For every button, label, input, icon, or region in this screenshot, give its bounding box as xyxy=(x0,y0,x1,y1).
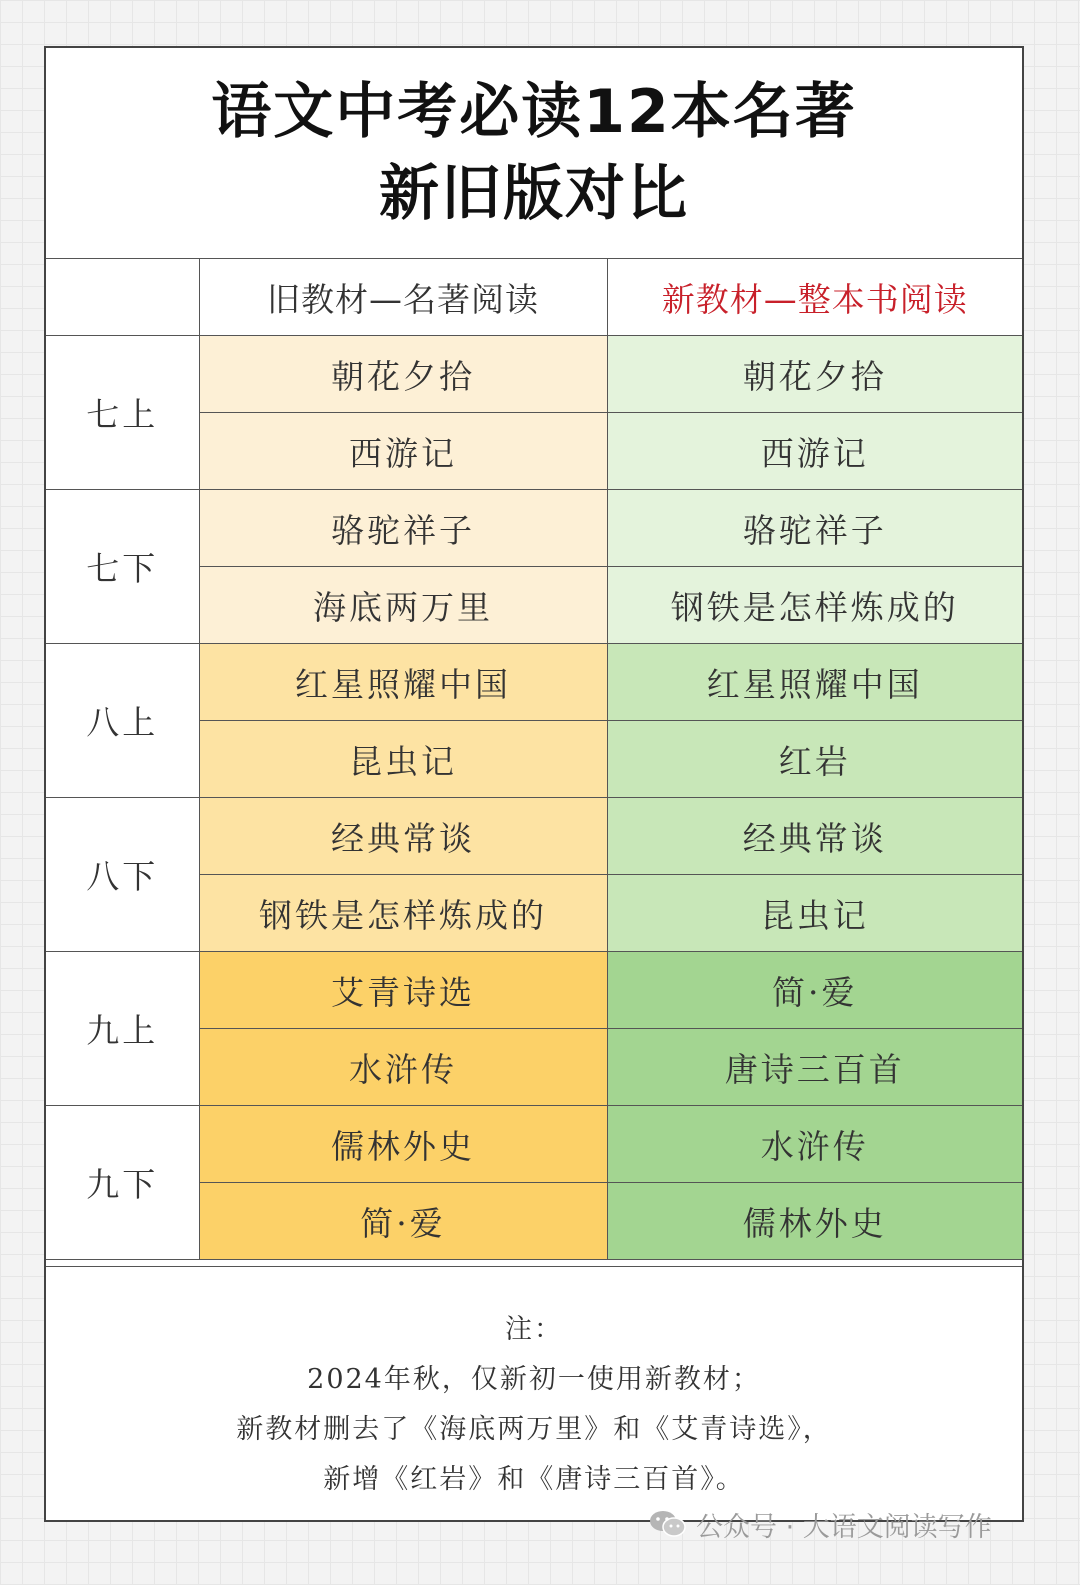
wechat-icon xyxy=(648,1509,688,1539)
note-line-3: 新增《红岩》和《唐诗三百首》。 xyxy=(323,1464,745,1495)
old-book-cell: 骆驼祥子 xyxy=(199,490,607,567)
old-book-cell: 昆虫记 xyxy=(199,721,607,798)
watermark-text: 公众号 · 大语文阅读写作 xyxy=(696,1511,992,1543)
note-line-2: 新教材删去了《海底两万里》和《艾青诗选》， xyxy=(236,1414,832,1445)
table-row xyxy=(46,644,1022,721)
old-book-cell: 简·爱 xyxy=(199,1183,607,1260)
old-book-cell: 经典常谈 xyxy=(199,798,607,875)
grade-cell: 八上 xyxy=(46,644,199,798)
comparison-table xyxy=(46,258,1022,1260)
header-new-textbook: 新教材—整本书阅读 xyxy=(607,259,1022,336)
note-label: 注： xyxy=(505,1314,563,1345)
new-book-cell: 骆驼祥子 xyxy=(607,490,1022,567)
old-book-cell: 钢铁是怎样炼成的 xyxy=(199,875,607,952)
grade-cell: 九下 xyxy=(46,1106,199,1260)
table-row xyxy=(46,952,1022,1029)
header-old-textbook: 旧教材—名著阅读 xyxy=(199,259,607,336)
note-line-1: 2024年秋，仅新初一使用新教材； xyxy=(307,1364,761,1395)
table-row xyxy=(46,336,1022,413)
new-book-cell: 昆虫记 xyxy=(607,875,1022,952)
grade-cell: 七下 xyxy=(46,490,199,644)
table-header-row xyxy=(46,259,1022,336)
new-book-cell: 红岩 xyxy=(607,721,1022,798)
page-subtitle: 新旧版对比 xyxy=(379,159,689,229)
table-row xyxy=(46,1106,1022,1183)
old-book-cell: 艾青诗选 xyxy=(199,952,607,1029)
new-book-cell: 经典常谈 xyxy=(607,798,1022,875)
new-book-cell: 红星照耀中国 xyxy=(607,644,1022,721)
new-book-cell: 简·爱 xyxy=(607,952,1022,1029)
table-row xyxy=(46,798,1022,875)
watermark xyxy=(648,1506,992,1542)
page-title: 语文中考必读12本名著 xyxy=(211,77,857,147)
new-book-cell: 西游记 xyxy=(607,413,1022,490)
new-book-cell: 儒林外史 xyxy=(607,1183,1022,1260)
old-book-cell: 儒林外史 xyxy=(199,1106,607,1183)
header-empty-cell xyxy=(46,259,199,336)
grade-cell: 九上 xyxy=(46,952,199,1106)
grade-cell: 八下 xyxy=(46,798,199,952)
old-book-cell: 西游记 xyxy=(199,413,607,490)
old-book-cell: 红星照耀中国 xyxy=(199,644,607,721)
new-book-cell: 钢铁是怎样炼成的 xyxy=(607,567,1022,644)
note-section xyxy=(46,1266,1022,1517)
old-book-cell: 朝花夕拾 xyxy=(199,336,607,413)
title-area xyxy=(46,48,1022,258)
old-book-cell: 海底两万里 xyxy=(199,567,607,644)
new-book-cell: 水浒传 xyxy=(607,1106,1022,1183)
old-book-cell: 水浒传 xyxy=(199,1029,607,1106)
new-book-cell: 朝花夕拾 xyxy=(607,336,1022,413)
comparison-sheet xyxy=(44,46,1024,1522)
new-book-cell: 唐诗三百首 xyxy=(607,1029,1022,1106)
grade-cell: 七上 xyxy=(46,336,199,490)
table-row xyxy=(46,490,1022,567)
